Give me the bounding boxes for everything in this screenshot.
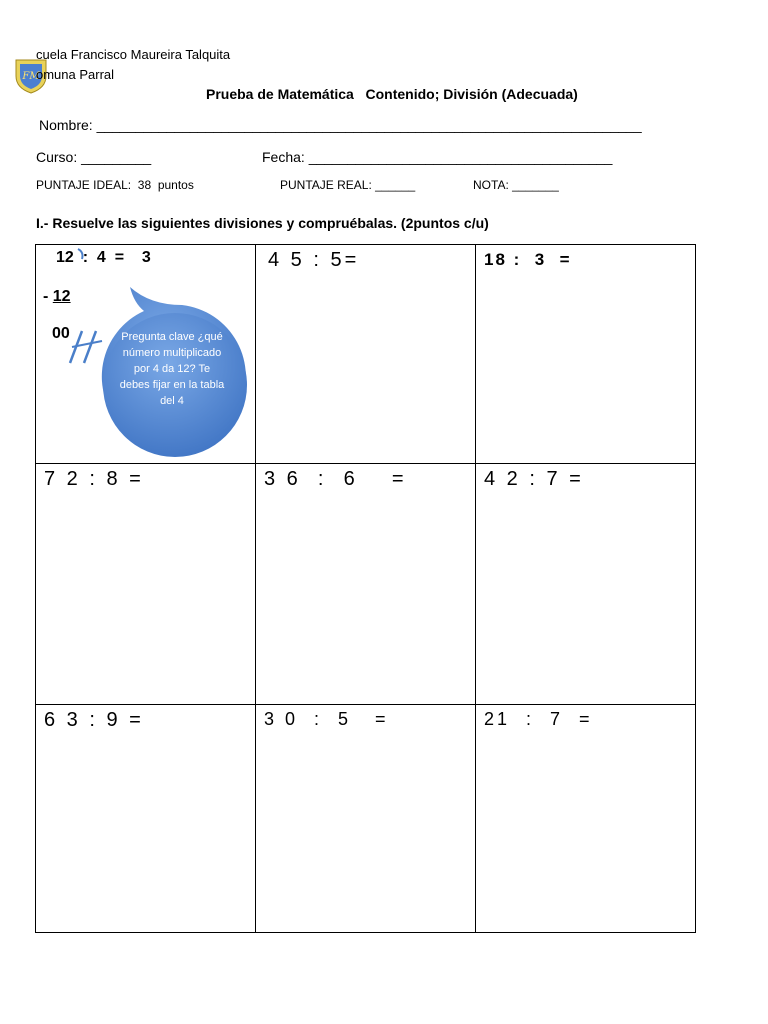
hint-text: Pregunta clave ¿qué número multiplicado por 4 da 12? Te debes fijar en la tabla del 4 xyxy=(119,331,225,407)
hint-bubble xyxy=(100,285,250,464)
problem-cell[interactable] xyxy=(256,464,476,705)
example-cell xyxy=(36,245,256,464)
division-grid xyxy=(35,244,696,933)
svg-text:FM: FM xyxy=(22,71,40,82)
problem-cell[interactable] xyxy=(256,705,476,933)
division-problem: 7 2 : 8 = xyxy=(44,468,144,490)
school-commune: omuna Parral xyxy=(36,67,115,82)
course-field[interactable]: Curso: _________ xyxy=(36,149,152,165)
division-problem: 6 3 : 9 = xyxy=(44,709,144,731)
division-problem: 21 : 7 = xyxy=(484,709,593,729)
section-instructions: I.- Resuelve las siguientes divisiones y compruébalas. (2puntos c/u) xyxy=(36,215,489,231)
date-field[interactable]: Fecha: _______________________________________ xyxy=(262,149,613,165)
problem-cell[interactable] xyxy=(476,245,696,464)
name-field[interactable]: Nombre: ______________________________________________________________________ xyxy=(39,117,642,133)
example-subtraction: - 12 xyxy=(43,288,71,305)
division-problem: 18 : 3 = xyxy=(484,250,572,269)
problem-cell[interactable] xyxy=(256,245,476,464)
ideal-score: PUNTAJE IDEAL: 38 puntos xyxy=(36,178,194,192)
division-problem: 4 5 : 5= xyxy=(268,249,360,271)
division-problem: 4 2 : 7 = xyxy=(484,468,584,490)
grade-field[interactable]: NOTA: _______ xyxy=(473,178,559,192)
real-score-field[interactable]: PUNTAJE REAL: ______ xyxy=(280,178,416,192)
problem-cell[interactable] xyxy=(36,705,256,933)
example-division: 12 : 4 = 3 xyxy=(56,249,151,266)
division-problem: 3 0 : 5 = xyxy=(264,709,389,729)
pen-mark-icon xyxy=(76,247,86,261)
example-remainder: 00 xyxy=(52,325,70,342)
problem-cell[interactable] xyxy=(476,705,696,933)
test-title: Prueba de Matemática Contenido; División (Adecuada) xyxy=(206,86,578,102)
division-problem: 3 6 : 6 = xyxy=(264,468,407,490)
problem-cell[interactable] xyxy=(476,464,696,705)
school-name: cuela Francisco Maureira Talquita xyxy=(36,47,231,62)
problem-cell[interactable] xyxy=(36,464,256,705)
